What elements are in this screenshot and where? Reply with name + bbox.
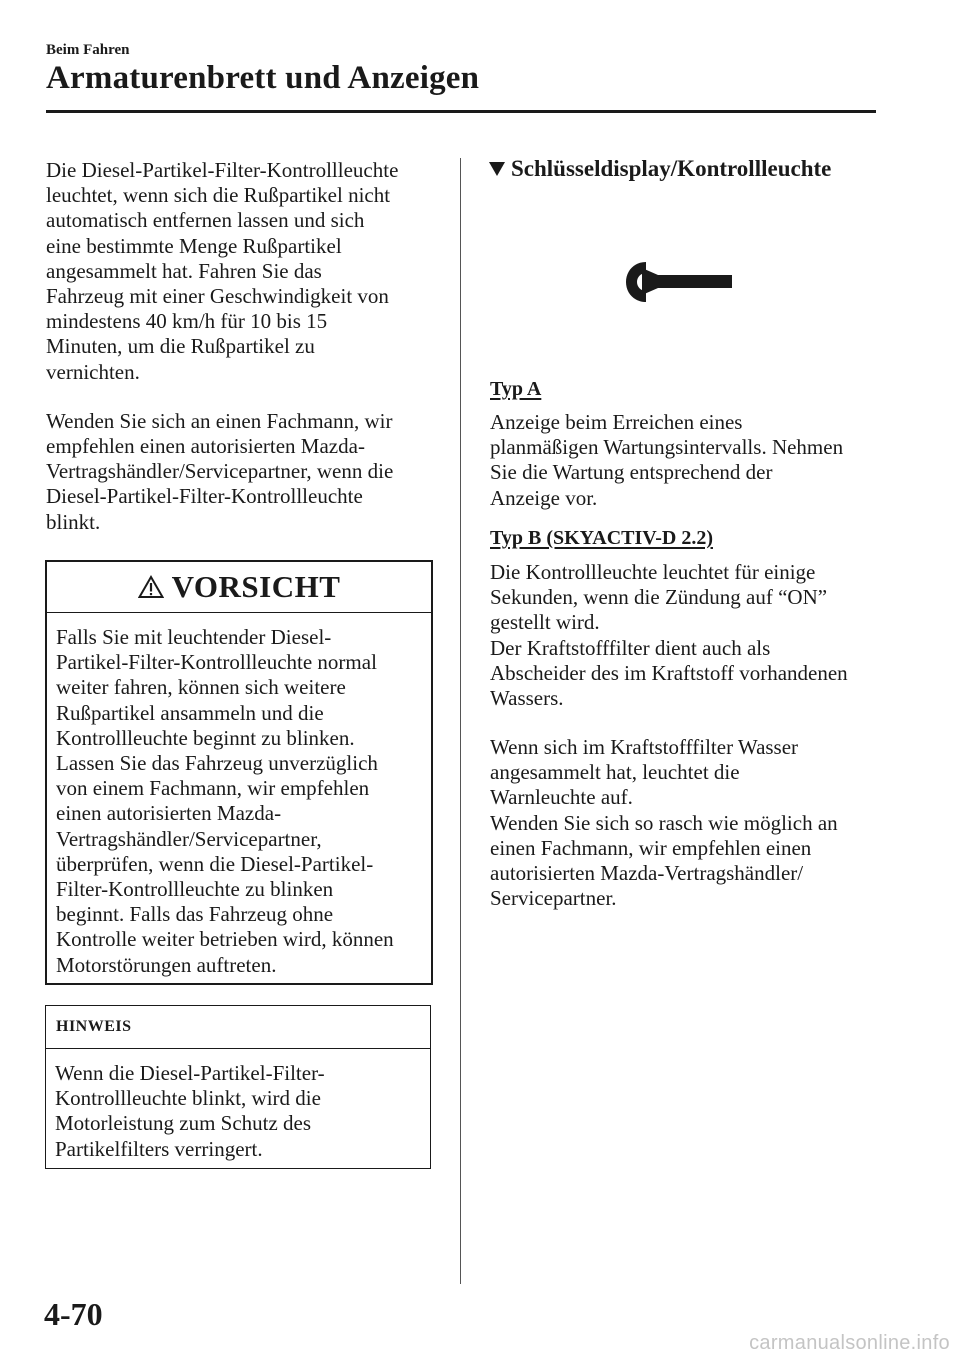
warning-triangle-icon (138, 575, 164, 599)
typ-b-label: Typ B (SKYACTIV-D 2.2) (490, 527, 713, 549)
page-title: Armaturenbrett und Anzeigen (46, 60, 480, 96)
typ-b-text-2: Wenn sich im Kraftstofffilter Wasser angesammelt hat, leuchtet die Warnleuchte auf. Wenden Sie sich so rasch wie möglich an einen Fachmann, wir empfehlen einen autorisierten Mazda-Vertragshändler/ Servicepartner. (490, 735, 838, 911)
dpf-light-description: Die Diesel-Partikel-Filter-Kontrollleuchte leuchtet, wenn sich die Rußpartikel nicht automatisch entfernen lassen und sich eine bestimmte Menge Rußpartikel angesammelt hat. Fahren Sie das Fahrzeug mit einer Geschwindigkeit von mindestens 40 km/h für 10 bis 15 Minuten, um die Rußpartikel zu vernichten. (46, 158, 399, 384)
caution-text: Falls Sie mit leuchtender Diesel- Partikel-Filter-Kontrollleuchte normal weiter fahren, können sich weitere Rußpartikel ansammeln und die Kontrollleuchte beginnt zu blinken. Lassen Sie das Fahrzeug unverzüglich von einem Fachmann, wir empfehlen einen autorisierten Mazda- Vertragshändler/Servicepartner, überprüfen, wenn die Diesel-Partikel- Filter-Kontrollleuchte zu blinken beginnt. Falls das Fahrzeug ohne Kontrolle weiter betrieben wird, können Motorstörungen auftreten. (56, 625, 394, 977)
watermark: carmanualsonline.info (749, 1332, 950, 1354)
caution-title: VORSICHT (171, 569, 341, 604)
caution-header (47, 562, 431, 613)
key-display-heading: Schlüsseldisplay/Kontrollleuchte (511, 156, 832, 181)
left-column (46, 158, 432, 559)
caution-box (45, 560, 433, 985)
wrench-icon (624, 258, 734, 308)
typ-b-text-1: Die Kontrollleuchte leuchtet für einige Sekunden, wenn die Zündung auf “ON” gestellt wird. Der Kraftstofffilter dient auch als Abscheider des im Kraftstoff vorhandenen Wassers. (490, 560, 848, 711)
title-rule (46, 110, 876, 113)
hint-box (45, 1005, 431, 1169)
typ-a-text: Anzeige beim Erreichen eines planmäßigen Wartungsintervalls. Nehmen Sie die Wartung entsprechend der Anzeige vor. (490, 410, 844, 510)
right-column (490, 156, 890, 182)
hint-title: HINWEIS (46, 1006, 430, 1049)
page-number: 4-70 (44, 1296, 103, 1332)
section-heading (488, 156, 890, 182)
section-label: Beim Fahren (46, 42, 130, 58)
typ-a-label: Typ A (490, 378, 542, 400)
hint-text: Wenn die Diesel-Partikel-Filter- Kontrollleuchte blinkt, wird die Motorleistung zum Schutz des Partikelfilters verringert. (55, 1061, 325, 1161)
column-divider (460, 158, 461, 1284)
dpf-blinking-advice: Wenden Sie sich an einen Fachmann, wir empfehlen einen autorisierten Mazda- Vertragshändler/Servicepartner, wenn die Diesel-Partikel-Filter-Kontrollleuchte blinkt. (46, 408, 394, 534)
triangle-down-icon (488, 161, 506, 177)
